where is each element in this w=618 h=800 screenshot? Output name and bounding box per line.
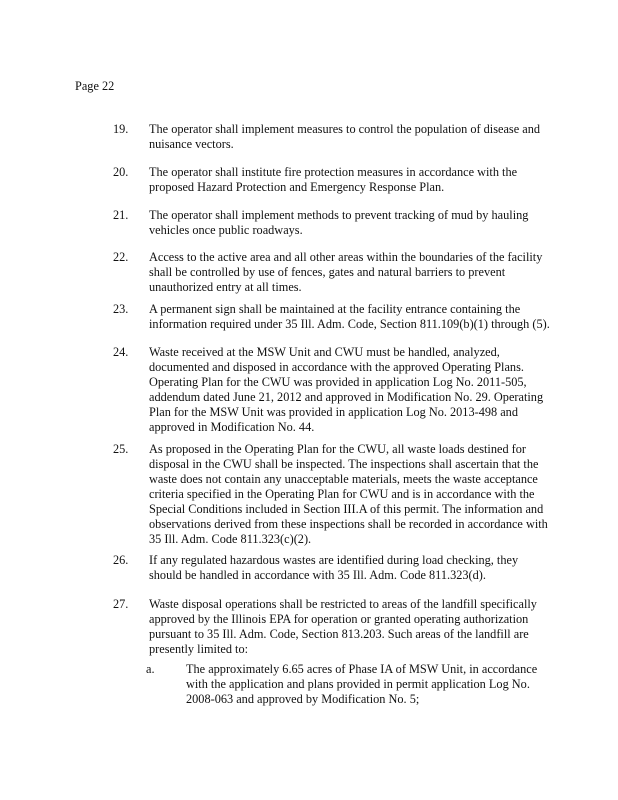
condition-text: If any regulated hazardous wastes are identified during load checking, they should be handled in accordance with 35 Ill. Adm. Code 811.323(d). bbox=[149, 553, 519, 582]
condition-20 bbox=[113, 165, 551, 195]
condition-number: 22. bbox=[113, 250, 129, 264]
condition-number: 23. bbox=[113, 302, 129, 316]
condition-text: The operator shall institute fire protection measures in accordance with the proposed Hazard Protection and Emergency Response Plan. bbox=[149, 165, 518, 194]
condition-text: Waste received at the MSW Unit and CWU must be handled, analyzed, documented and disposed in accordance with the approved Operating Plans. Operating Plan for the CWU was provided in application Log No. 2011-505, addendum dated June 21, 2012 and approved in Modification No. 29. Operating Plan for the MSW Unit was provided in application Log No. 2013-498 and approved in Modification No. 44. bbox=[149, 345, 544, 434]
subitem-text: The approximately 6.65 acres of Phase IA of MSW Unit, in accordance with the application and plans provided in permit application Log No. 2008-063 and approved by Modification No. 5; bbox=[186, 662, 538, 706]
condition-number: 20. bbox=[113, 165, 129, 179]
condition-19 bbox=[113, 122, 551, 152]
condition-number: 26. bbox=[113, 553, 129, 567]
condition-27-subitem-a bbox=[146, 662, 551, 707]
condition-text: Waste disposal operations shall be restricted to areas of the landfill specifically approved by the Illinois EPA for operation or granted operating authorization pursuant to 35 Ill. Adm. Code, Section 813.203. Such areas of the landfill are presently limited to: bbox=[149, 597, 537, 656]
condition-25 bbox=[113, 442, 551, 547]
condition-27 bbox=[113, 597, 551, 657]
condition-number: 25. bbox=[113, 442, 129, 456]
condition-text: A permanent sign shall be maintained at the facility entrance containing the information required under 35 Ill. Adm. Code, Section 811.109(b)(1) through (5). bbox=[149, 302, 550, 331]
condition-text: As proposed in the Operating Plan for the CWU, all waste loads destined for disposal in the CWU shall be inspected. The inspections shall ascertain that the waste does not contain any unacceptable materials, meets the waste acceptance criteria specified in the Operating Plan for CWU and is in accordance with the Special Conditions included in Section III.A of this permit. The information and observations derived from these inspections shall be recorded in accordance with 35 Ill. Adm. Code 811.323(c)(2). bbox=[149, 442, 548, 546]
condition-number: 27. bbox=[113, 597, 129, 611]
condition-text: Access to the active area and all other areas within the boundaries of the facility shall be controlled by use of fences, gates and natural barriers to prevent unauthorized entry at all times. bbox=[149, 250, 543, 294]
condition-21 bbox=[113, 208, 551, 238]
condition-number: 24. bbox=[113, 345, 129, 359]
condition-26 bbox=[113, 553, 551, 583]
subitem-letter: a. bbox=[146, 662, 155, 676]
condition-text: The operator shall implement methods to prevent tracking of mud by hauling vehicles once public roadways. bbox=[149, 208, 529, 237]
condition-number: 21. bbox=[113, 208, 129, 222]
condition-text: The operator shall implement measures to control the population of disease and nuisance vectors. bbox=[149, 122, 540, 151]
condition-22 bbox=[113, 250, 551, 295]
condition-24 bbox=[113, 345, 551, 435]
condition-number: 19. bbox=[113, 122, 129, 136]
condition-23 bbox=[113, 302, 551, 332]
page-number: Page 22 bbox=[75, 79, 115, 93]
